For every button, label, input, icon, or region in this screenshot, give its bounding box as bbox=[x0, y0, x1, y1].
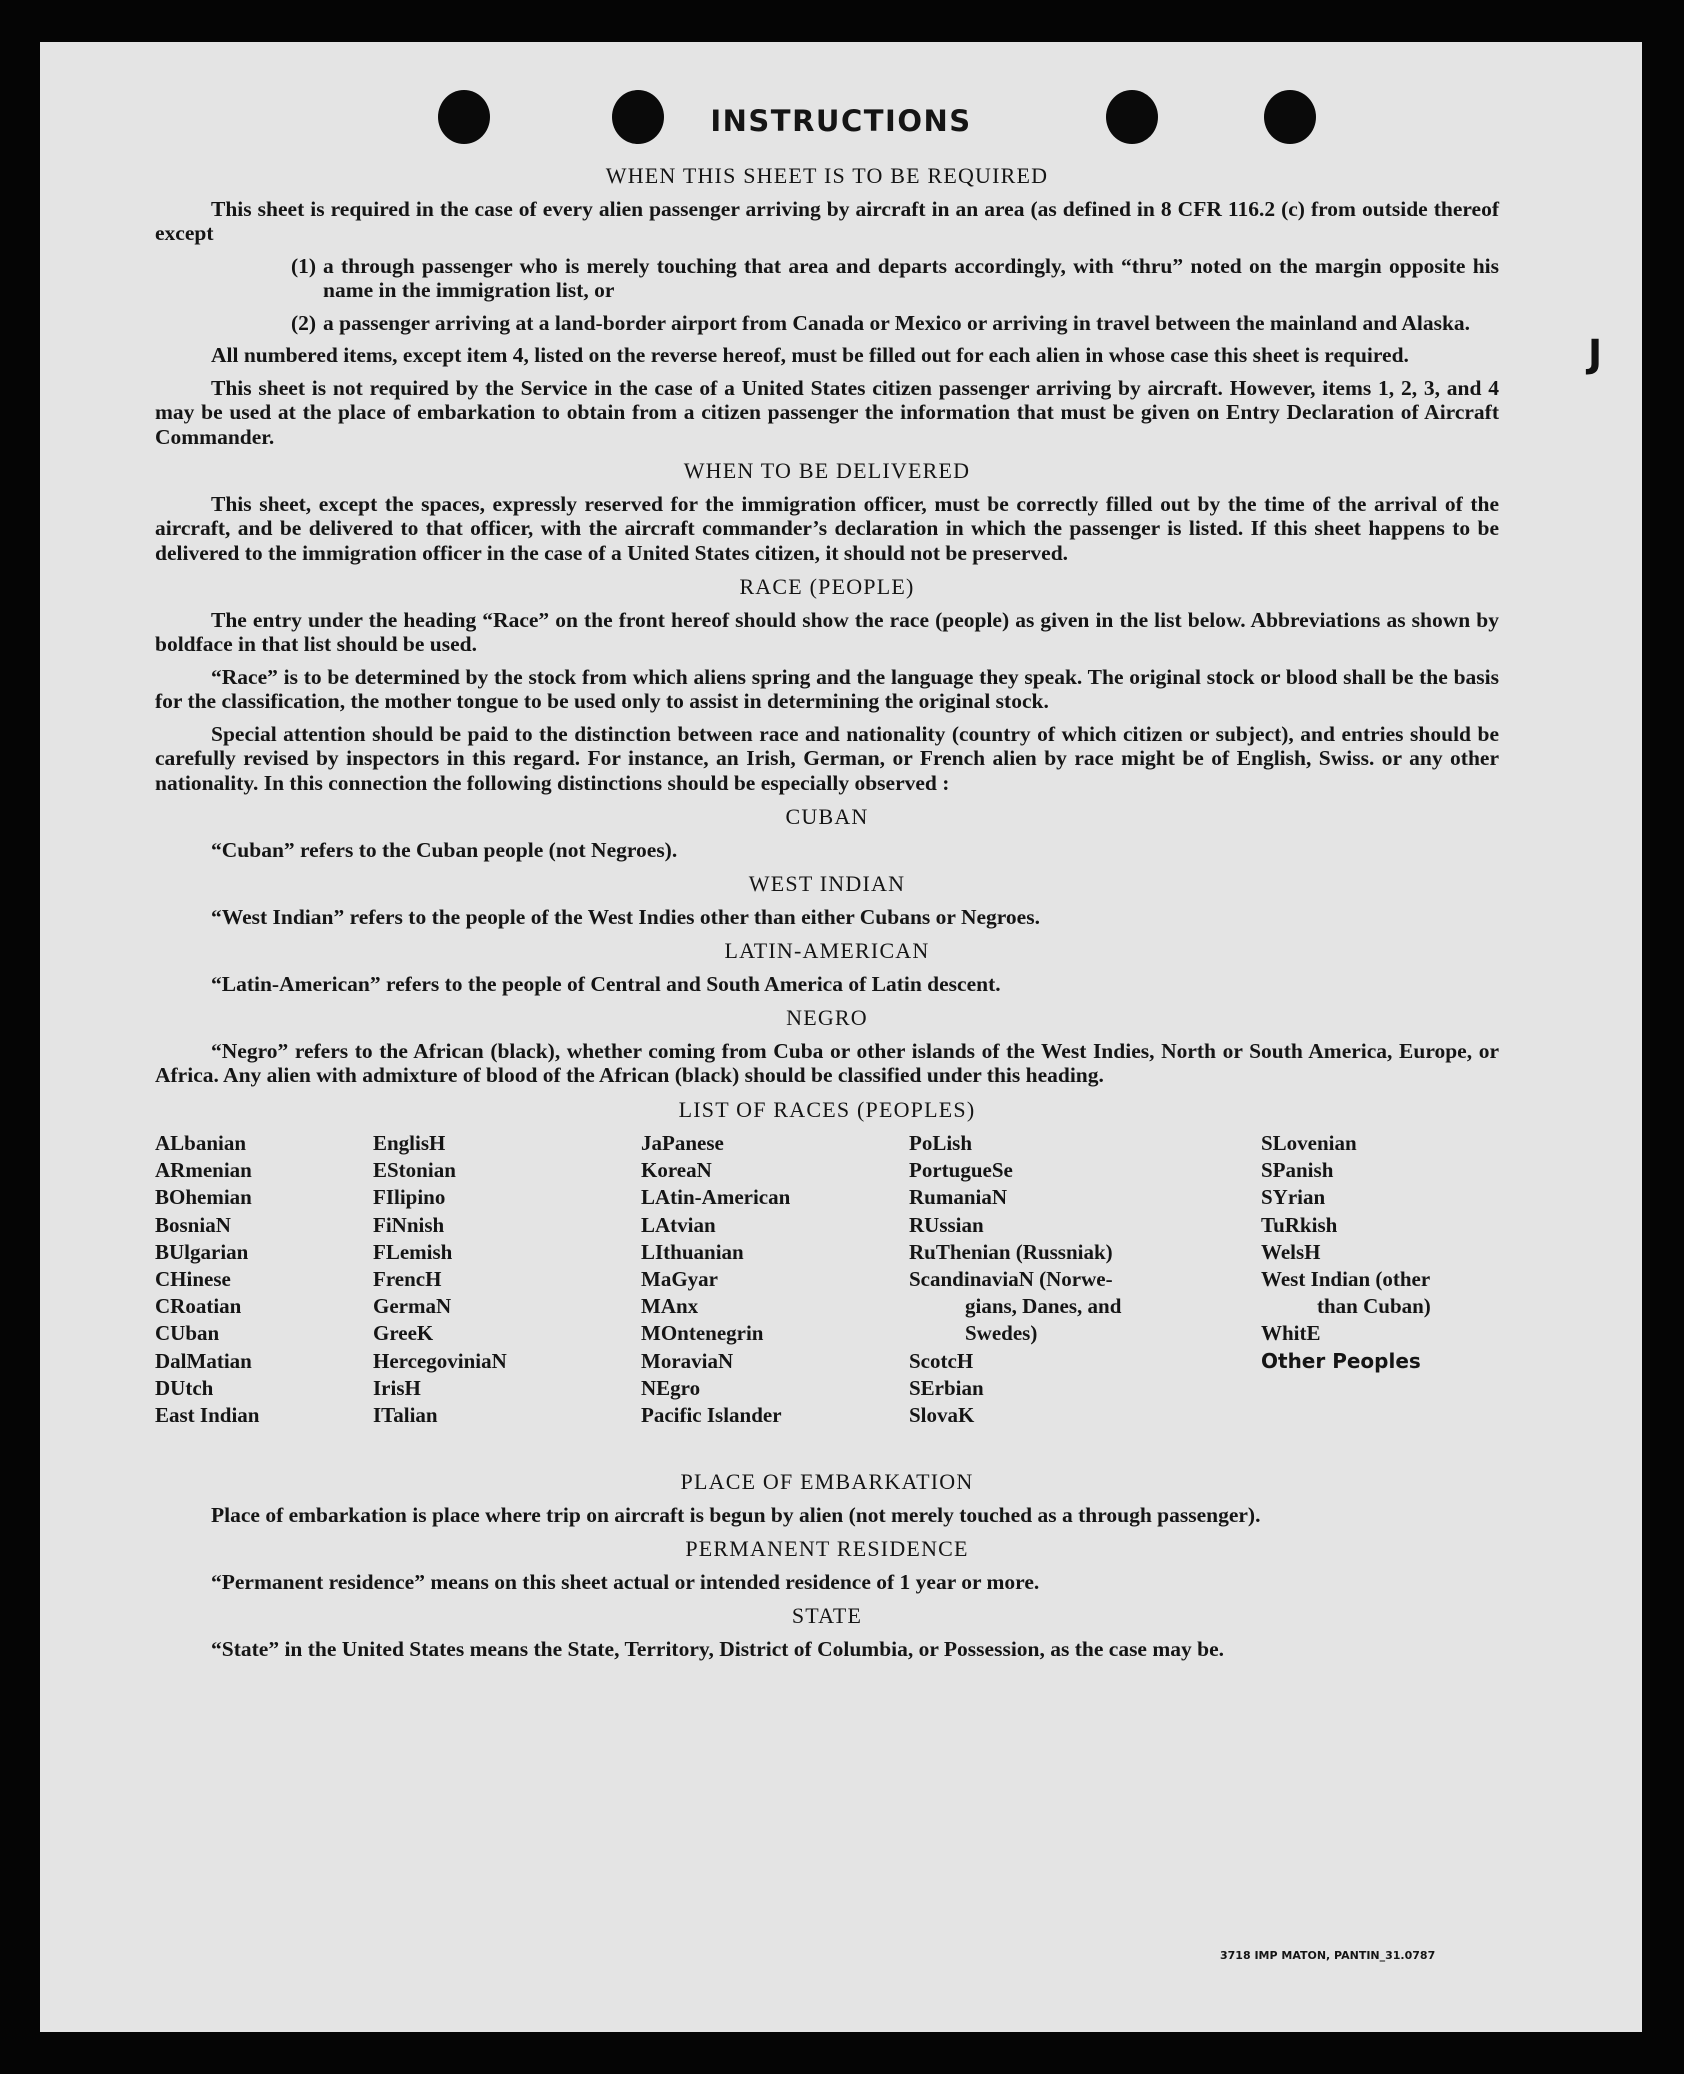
race-entry: RumaniaN bbox=[909, 1185, 1008, 1210]
race-entry: ScotcH bbox=[909, 1348, 974, 1373]
race-entry: BOhemian bbox=[155, 1185, 252, 1210]
race-entry: GermaN bbox=[373, 1294, 452, 1319]
race-entry: FrencH bbox=[373, 1267, 442, 1292]
race-entry: FiNnish bbox=[373, 1212, 445, 1237]
race-entry: BosniaN bbox=[155, 1212, 231, 1237]
paragraph: “State” in the United States means the State, Territory, District of Columbia, or Possession, as the case may be. bbox=[211, 1636, 1225, 1661]
section-heading: NEGRO bbox=[786, 1005, 868, 1030]
race-entry: PoLish bbox=[909, 1131, 973, 1155]
section-heading: STATE bbox=[791, 1603, 863, 1628]
page-title: INSTRUCTIONS bbox=[710, 104, 972, 138]
race-entry: LAtin-American bbox=[641, 1185, 791, 1210]
race-entry: EnglisH bbox=[373, 1131, 446, 1155]
section-heading: PERMANENT RESIDENCE bbox=[685, 1536, 969, 1561]
paragraph: The entry under the heading “Race” on the front hereof should show the race (people) as given in the list below. Abbreviations as shown by boldface in that list should be used. bbox=[155, 607, 1499, 656]
margin-mark: J bbox=[1588, 332, 1603, 376]
section-heading: RACE (PEOPLE) bbox=[739, 574, 915, 599]
paragraph: “Permanent residence” means on this sheet actual or intended residence of 1 year or more. bbox=[211, 1569, 1040, 1594]
races-column bbox=[909, 1130, 1121, 1429]
paragraph: “Cuban” refers to the Cuban people (not Negroes). bbox=[211, 837, 678, 862]
paragraph: This sheet is not required by the Service in the case of a United States citizen passenger arriving by aircraft. However, items 1, 2, 3, and 4 may be used at the place of embarkation to obtain from a citizen passenger the information that must be given on Entry Declaration of Aircraft Commander. bbox=[155, 375, 1499, 449]
paragraph: This sheet is required in the case of every alien passenger arriving by aircraft in an area (as defined in 8 CFR 116.2 (c) from outside thereof except bbox=[155, 196, 1499, 245]
race-entry: WelsH bbox=[1261, 1239, 1321, 1264]
document-sheet bbox=[40, 42, 1642, 2032]
race-entry: than Cuban) bbox=[1317, 1294, 1431, 1319]
race-entry: ScandinaviaN (Norwe- bbox=[909, 1267, 1113, 1292]
race-entry: RuThenian (Russniak) bbox=[909, 1239, 1113, 1264]
race-entry: ITalian bbox=[373, 1403, 438, 1428]
race-entry: SLovenian bbox=[1261, 1131, 1357, 1155]
section-heading: CUBAN bbox=[785, 804, 869, 829]
race-entry: MOntenegrin bbox=[641, 1321, 764, 1346]
races-column bbox=[641, 1130, 790, 1429]
race-entry: SYrian bbox=[1261, 1185, 1326, 1210]
race-entry: MoraviaN bbox=[641, 1348, 734, 1373]
race-entry: Other Peoples bbox=[1261, 1348, 1421, 1373]
race-entry: MaGyar bbox=[641, 1267, 718, 1292]
paragraph: “Race” is to be determined by the stock from which aliens spring and the language they speak. The original stock or blood shall be the basis for the classification, the mother tongue to be used only to assist in determining the original stock. bbox=[155, 664, 1499, 713]
race-entry: gians, Danes, and bbox=[965, 1294, 1122, 1319]
race-entry: HercegoviniaN bbox=[373, 1348, 507, 1373]
race-entry: FIlipino bbox=[373, 1185, 446, 1210]
race-entry: CRoatian bbox=[155, 1294, 242, 1319]
paragraph: “Latin-American” refers to the people of Central and South America of Latin descent. bbox=[211, 971, 1001, 996]
races-list bbox=[155, 1130, 1499, 1460]
race-entry: IrisH bbox=[373, 1375, 421, 1400]
race-entry: GreeK bbox=[373, 1321, 434, 1346]
list-item: (2) a passenger arriving at a land-border airport from Canada or Mexico or arriving in travel between the mainland and Alaska. bbox=[291, 310, 1471, 335]
race-entry: SErbian bbox=[909, 1375, 984, 1400]
race-entry: West Indian (other bbox=[1261, 1267, 1431, 1292]
paragraph: All numbered items, except item 4, listed on the reverse hereof, must be filled out for each alien in whose case this sheet is required. bbox=[211, 343, 1409, 367]
race-entry: ARmenian bbox=[155, 1158, 252, 1183]
race-entry: CHinese bbox=[155, 1267, 231, 1292]
race-entry: WhitE bbox=[1261, 1321, 1321, 1346]
footer-print-code: 3718 IMP MATON, PANTIN_31.0787 bbox=[1220, 1949, 1436, 1962]
section-heading: WHEN THIS SHEET IS TO BE REQUIRED bbox=[605, 163, 1049, 188]
race-entry: BUlgarian bbox=[155, 1239, 249, 1264]
race-entry: KoreaN bbox=[641, 1158, 712, 1183]
paragraph: This sheet, except the spaces, expressly reserved for the immigration officer, must be correctly filled out by the time of the arrival of the aircraft, and be delivered to that officer, with the aircraft commander’s declaration in which the passenger is listed. If this sheet happens to be delivered to the immigration officer in the case of a United States citizen, it should not be preserved. bbox=[155, 491, 1499, 565]
race-entry: SPanish bbox=[1261, 1158, 1334, 1183]
race-entry: MAnx bbox=[641, 1294, 699, 1319]
paragraph: Place of embarkation is place where trip on aircraft is begun by alien (not merely touched as a through passenger). bbox=[211, 1502, 1261, 1527]
races-column bbox=[373, 1130, 507, 1429]
race-entry: EStonian bbox=[373, 1158, 456, 1183]
paragraph: Special attention should be paid to the distinction between race and nationality (country of which citizen or subject), and entries should be carefully revised by inspectors in this regard. For instance, an Irish, German, or French alien by race might be of English, Swiss. or any other nationality. In this connection the following distinctions should be especially observed : bbox=[155, 721, 1499, 795]
race-entry: SlovaK bbox=[909, 1403, 975, 1428]
race-entry: FLemish bbox=[373, 1239, 453, 1264]
race-entry: Swedes) bbox=[965, 1321, 1038, 1346]
race-entry: RUssian bbox=[909, 1212, 984, 1237]
race-entry: DalMatian bbox=[155, 1348, 252, 1373]
instructions-body bbox=[155, 154, 1499, 1669]
race-entry: CUban bbox=[155, 1321, 220, 1346]
races-column bbox=[1261, 1130, 1431, 1375]
section-heading: LATIN-AMERICAN bbox=[724, 938, 930, 963]
race-entry: PortugueSe bbox=[909, 1158, 1013, 1183]
section-heading: LIST OF RACES (PEOPLES) bbox=[678, 1096, 976, 1122]
races-column bbox=[155, 1130, 259, 1429]
race-entry: NEgro bbox=[641, 1375, 701, 1400]
race-entry: TuRkish bbox=[1261, 1212, 1338, 1237]
race-entry: JaPanese bbox=[641, 1131, 724, 1155]
race-entry: DUtch bbox=[155, 1375, 214, 1400]
section-heading: WHEN TO BE DELIVERED bbox=[683, 458, 971, 483]
paragraph: “West Indian” refers to the people of the West Indies other than either Cubans or Negroes. bbox=[211, 904, 1040, 929]
race-entry: ALbanian bbox=[155, 1131, 247, 1155]
section-heading: WEST INDIAN bbox=[748, 871, 906, 896]
race-entry: Pacific Islander bbox=[641, 1403, 782, 1428]
paragraph: “Negro” refers to the African (black), whether coming from Cuba or other islands of the West Indies, North or South America, Europe, or Africa. Any alien with admixture of blood of the African (black) should be classified under this heading. bbox=[155, 1038, 1499, 1087]
list-item: (1) a through passenger who is merely touching that area and departs accordingly, with “thru” noted on the margin opposite his name in the immigration list, or bbox=[291, 253, 1499, 302]
race-entry: LIthuanian bbox=[641, 1239, 744, 1264]
race-entry: East Indian bbox=[155, 1403, 260, 1428]
race-entry: LAtvian bbox=[641, 1212, 716, 1237]
section-heading: PLACE OF EMBARKATION bbox=[680, 1469, 974, 1494]
